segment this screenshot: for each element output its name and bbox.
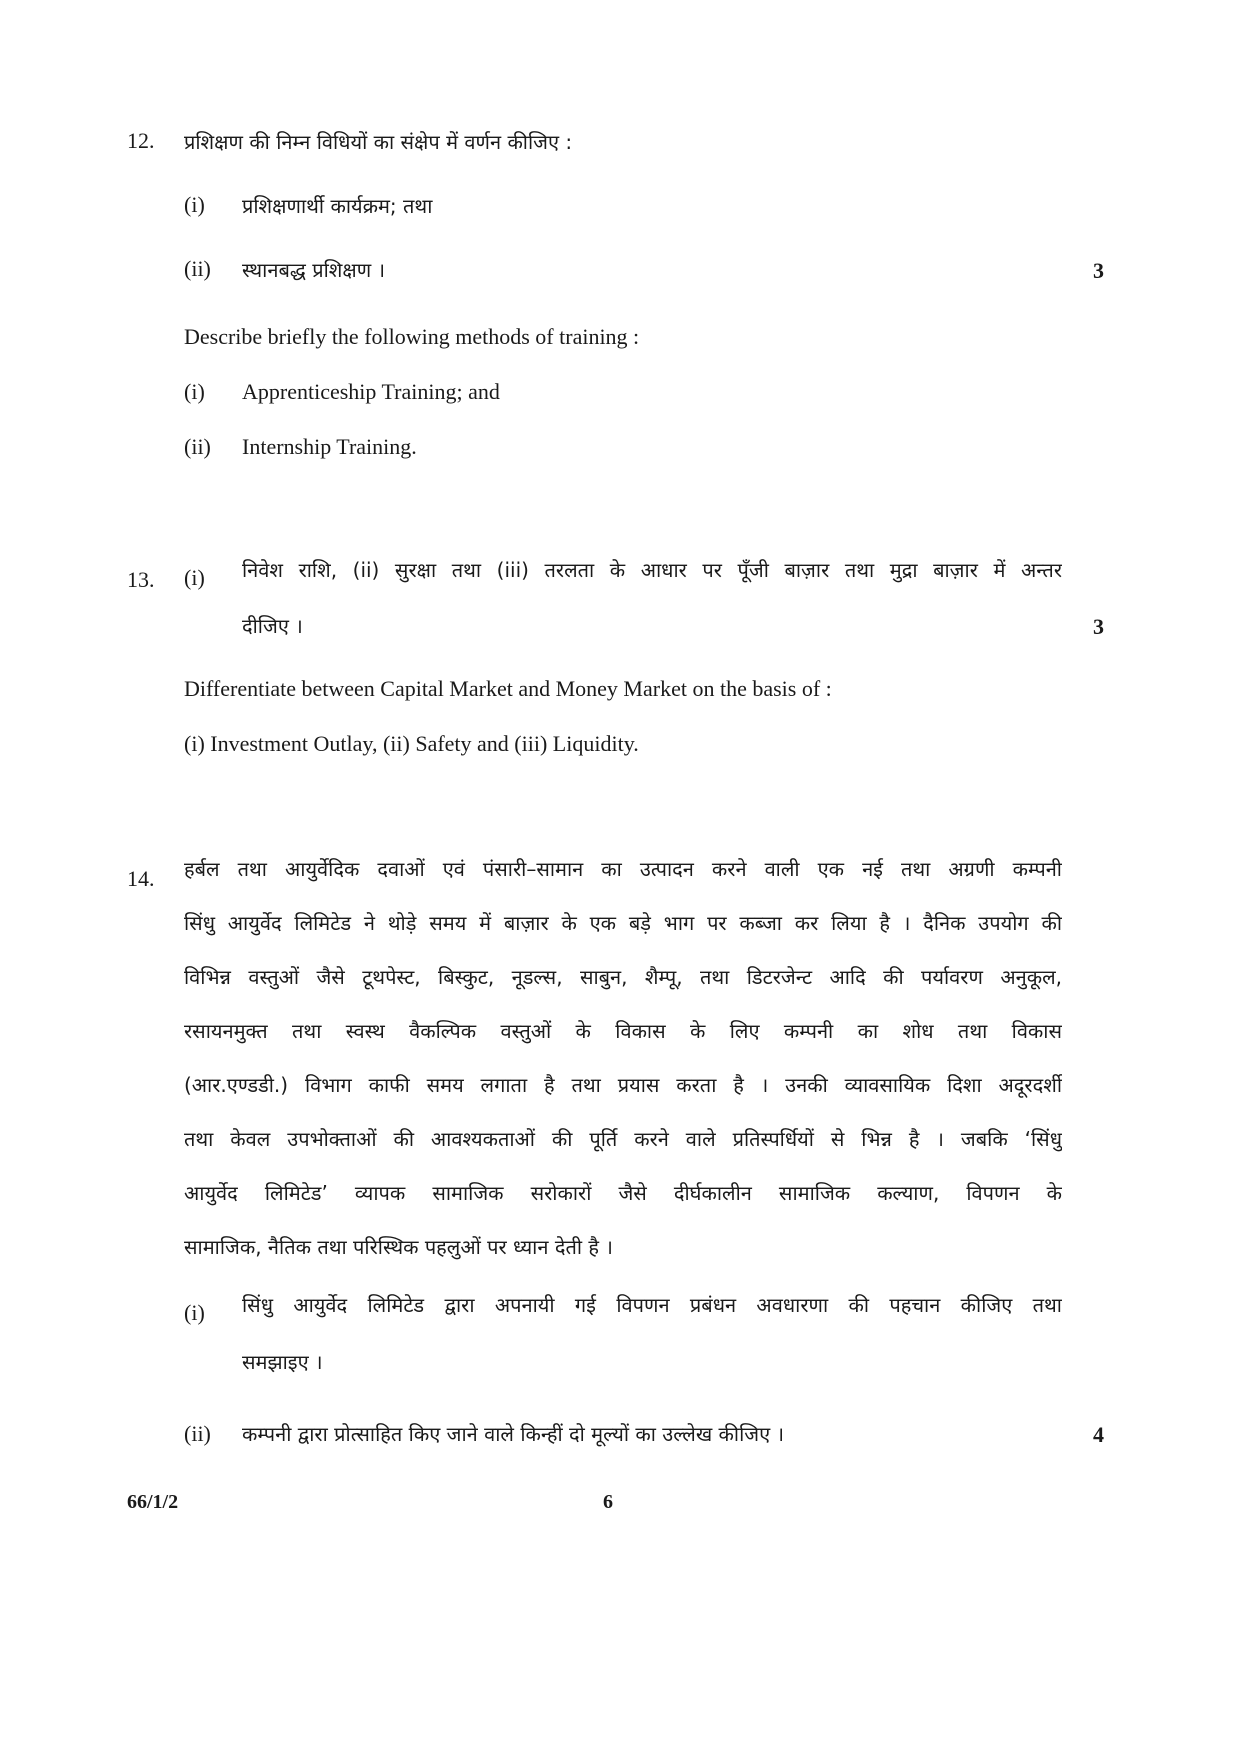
question-14-sub-1-text [242,1278,1062,1392]
question-14-sub-2-label: (ii) [184,1421,211,1446]
question-13-english-line-1: Differentiate between Capital Market and Money Market on the basis of : [184,676,832,701]
question-12-english-item-1-label: (i) [184,379,205,404]
question-14-line-1: हर्बल तथा आयुर्वेदिक दवाओं एवं पंसारी–सामान का उत्पादन करने वाली एक नई तथा अग्रणी कम्पनी [184,857,1062,881]
question-12-english-item-1-text: Apprenticeship Training; and [242,379,500,404]
question-14-line-3: विभिन्न वस्तुओं जैसे टूथपेस्ट, बिस्कुट, नूडल्स, साबुन, शैम्पू, तथा डिटरजेन्ट आदि की पर्यावरण अनुकूल, [184,965,1062,989]
question-12-marks: 3 [1093,258,1104,283]
question-12-hindi-stem: प्रशिक्षण की निम्न विधियों का संक्षेप में वर्णन कीजिए : [184,130,573,154]
question-13-hindi-text [242,543,1062,655]
question-13-hindi-line-1: निवेश राशि, (ii) सुरक्षा तथा (iii) तरलता के आधार पर पूँजी बाज़ार तथा मुद्रा बाज़ार में अन्तर [242,558,1062,582]
question-12-english-stem: Describe briefly the following methods of training : [184,324,640,349]
question-14-case-paragraph [184,842,1062,1274]
question-12-hindi-item-2-label: (ii) [184,256,211,281]
question-13-marks: 3 [1093,614,1104,639]
question-14-marks: 4 [1093,1422,1104,1447]
question-14-line-8: सामाजिक, नैतिक तथा परिस्थिक पहलुओं पर ध्यान देती है । [184,1235,613,1259]
question-12-hindi-item-1-text: प्रशिक्षणार्थी कार्यक्रम; तथा [242,194,433,218]
question-12-hindi-item-1-label: (i) [184,192,205,217]
question-13-english-line-2: (i) Investment Outlay, (ii) Safety and (iii) Liquidity. [184,731,639,756]
question-12-english-item-2-text: Internship Training. [242,434,417,459]
question-14-line-6: तथा केवल उपभोक्ताओं की आवश्यकताओं की पूर्ति करने वाले प्रतिस्पर्धियों से भिन्न है । जबकि ‘सिंधु [184,1127,1062,1151]
question-14-sub-1-line-1: सिंधु आयुर्वेद लिमिटेड द्वारा अपनायी गई विपणन प्रबंधन अवधारणा की पहचान कीजिए तथा [242,1293,1062,1317]
question-14-sub-2-text: कम्पनी द्वारा प्रोत्साहित किए जाने वाले किन्हीं दो मूल्यों का उल्लेख कीजिए । [242,1422,785,1446]
question-14-sub-1-line-2: समझाइए । [242,1350,323,1374]
question-13-number: 13. [127,567,155,592]
question-14-line-2: सिंधु आयुर्वेद लिमिटेड ने थोड़े समय में बाज़ार के एक बड़े भाग पर कब्जा कर लिया है । दैनिक उपयोग की [184,911,1062,935]
question-13-hindi-label: (i) [184,565,205,590]
question-14-line-4: रसायनमुक्त तथा स्वस्थ वैकल्पिक वस्तुओं के विकास के लिए कम्पनी का शोध तथा विकास [184,1019,1062,1043]
question-12-number: 12. [127,128,155,153]
paper-code: 66/1/2 [127,1491,179,1513]
question-14-number: 14. [127,866,155,891]
page-number: 6 [603,1491,613,1513]
question-14-line-7: आयुर्वेद लिमिटेड’ व्यापक सामाजिक सरोकारों जैसे दीर्घकालीन सामाजिक कल्याण, विपणन के [184,1181,1062,1205]
question-12-hindi-item-2-text: स्थानबद्ध प्रशिक्षण । [242,258,386,282]
question-13-hindi-line-2: दीजिए । [242,614,303,638]
question-14-line-5: (आर.एण्डडी.) विभाग काफी समय लगाता है तथा प्रयास करता है । उनकी व्यावसायिक दिशा अदूरदर्शी [184,1073,1062,1097]
question-12-english-item-2-label: (ii) [184,434,211,459]
question-14-sub-1-label: (i) [184,1300,205,1325]
